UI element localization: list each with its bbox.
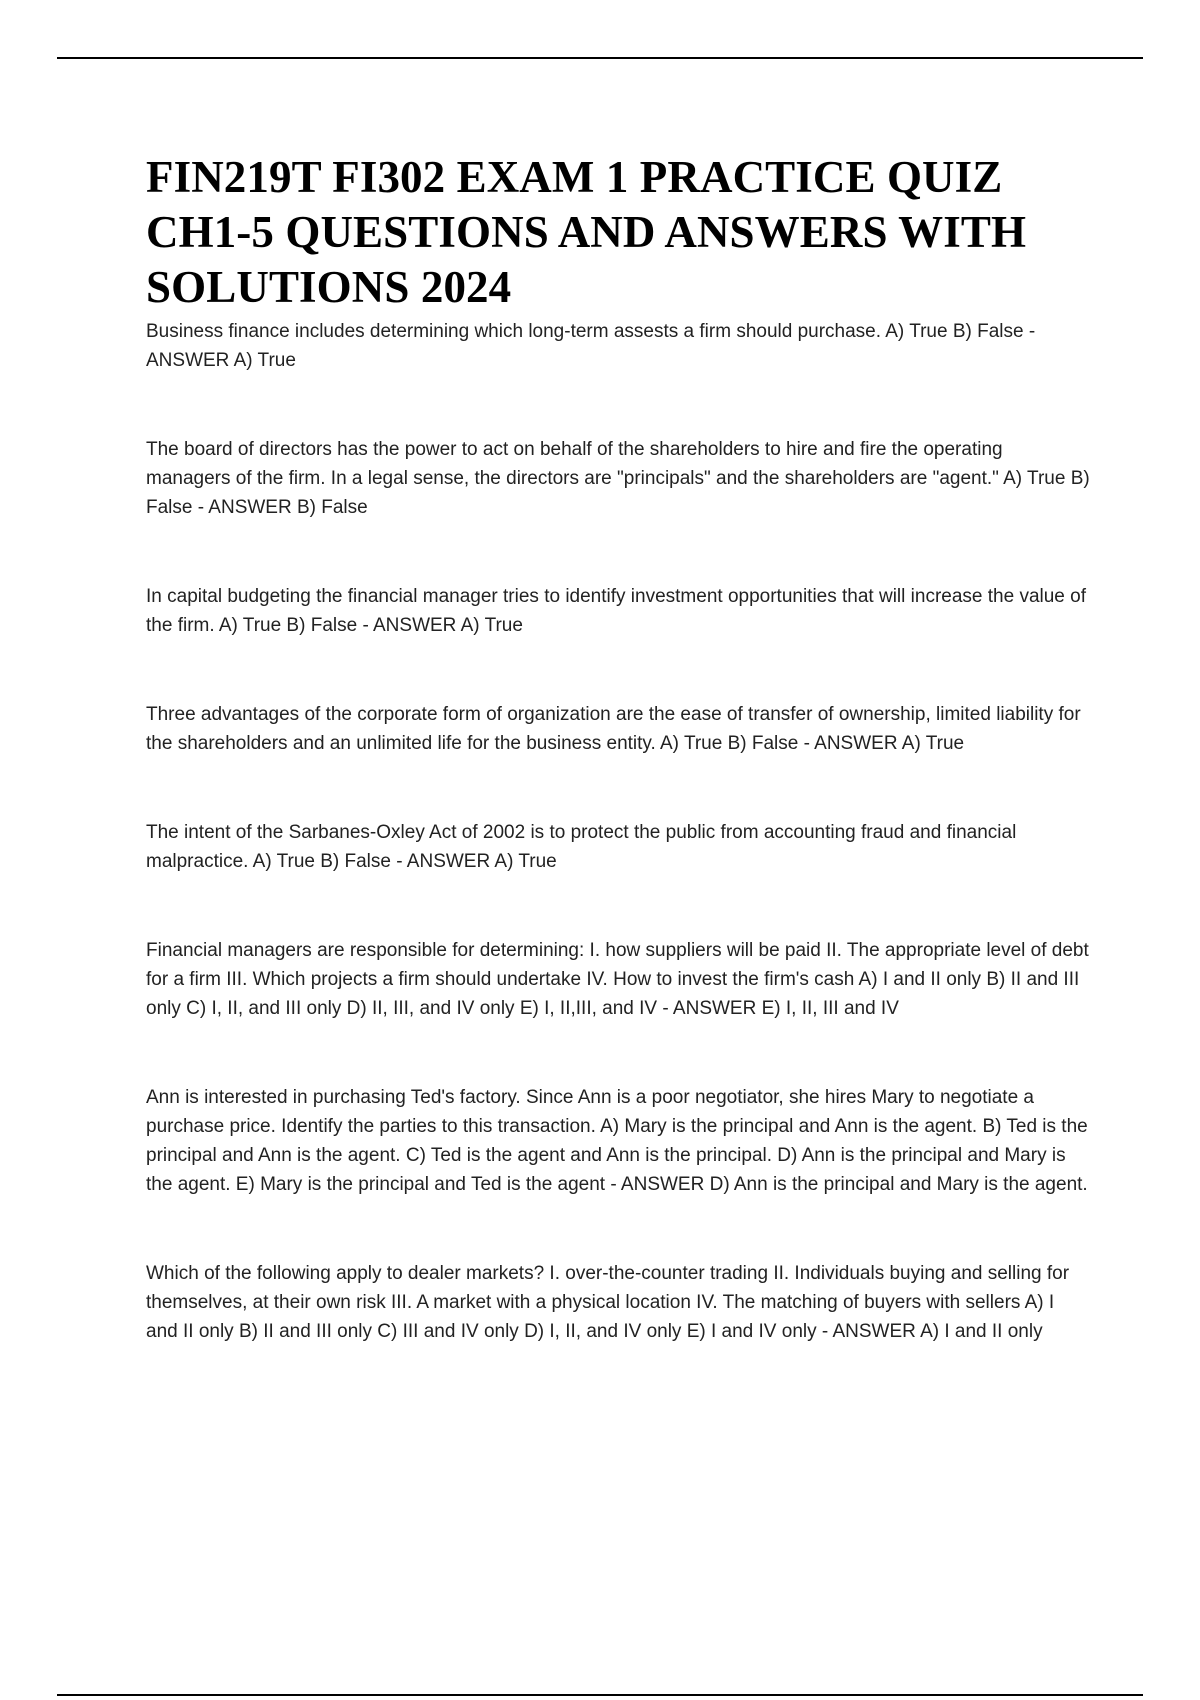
question-item-2: The board of directors has the power to act on behalf of the shareholders to hire and fire the operating managers of the firm. In a legal sense, the directors are "principals" and the shareholders are "agent." A) True B) False - ANSWER B) False	[146, 439, 1090, 518]
top-divider	[57, 57, 1143, 59]
question-item-6: Financial managers are responsible for determining: I. how suppliers will be paid II. The appropriate level of debt for a firm III. Which projects a firm should undertake IV. How to invest the firm's cash A) I and II only B) II and III only C) I, II, and III only D) II, III, and IV only E) I, II,III, and IV - ANSWER E) I, II, III and IV	[146, 940, 1089, 1019]
question-item-8: Which of the following apply to dealer markets? I. over-the-counter trading II. Individuals buying and selling for themselves, at their own risk III. A market with a physical location IV. The matching of buyers with sellers A) I and II only B) II and III only C) III and IV only D) I, II, and IV only E) I and IV only - ANSWER A) I and II only	[146, 1263, 1070, 1342]
question-item-4: Three advantages of the corporate form of organization are the ease of transfer of ownership, limited liability for the shareholders and an unlimited life for the business entity. A) True B) False - ANSWER A) True	[146, 704, 1081, 754]
question-item-7: Ann is interested in purchasing Ted's factory. Since Ann is a poor negotiator, she hires Mary to negotiate a purchase price. Identify the parties to this transaction. A) Mary is the principal and Ann is the agent. B) Ted is the principal and Ann is the agent. C) Ted is the agent and Ann is the principal. D) Ann is the principal and Mary is the agent. E) Mary is the principal and Ted is the agent - ANSWER D) Ann is the principal and Mary is the agent.	[146, 1087, 1088, 1195]
question-item-1: Business finance includes determining which long-term assests a firm should purchase. A) True B) False - ANSWER A) True	[146, 321, 1036, 371]
question-item-5: The intent of the Sarbanes-Oxley Act of 2002 is to protect the public from accounting fraud and financial malpractice. A) True B) False - ANSWER A) True	[146, 822, 1017, 872]
bottom-divider	[57, 1694, 1143, 1696]
question-list	[146, 317, 1091, 1346]
document-title: FIN219T FI302 EXAM 1 PRACTICE QUIZ CH1-5 QUESTIONS AND ANSWERS WITH SOLUTIONS 2024	[146, 152, 1027, 312]
question-item-3: In capital budgeting the financial manager tries to identify investment opportunities that will increase the value of the firm. A) True B) False - ANSWER A) True	[146, 586, 1086, 636]
document-body	[146, 150, 1091, 1406]
